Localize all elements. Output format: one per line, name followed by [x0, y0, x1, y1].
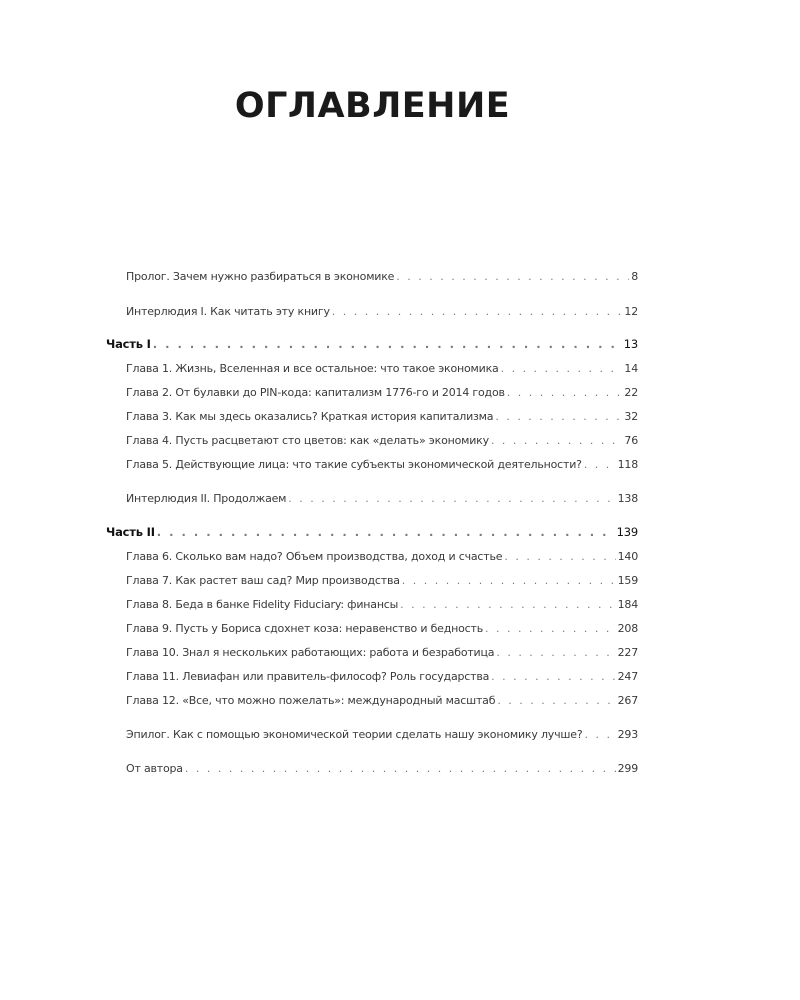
dot-leader [491, 434, 622, 447]
toc-page-number: 247 [617, 670, 638, 683]
toc-page-number: 13 [623, 337, 638, 351]
toc-entry-label: Пролог. Зачем нужно разбираться в экономике [126, 270, 395, 283]
dot-leader [496, 646, 615, 659]
toc-entry-label: Глава 7. Как растет ваш сад? Мир производства [126, 574, 400, 587]
toc-page-number: 267 [617, 694, 638, 707]
toc-page-number: 22 [624, 386, 638, 399]
toc-page-number: 184 [617, 598, 638, 611]
toc-page-number: 76 [624, 434, 638, 447]
toc-entry-label: Глава 8. Беда в банке Fidelity Fiduciary: финансы [126, 598, 399, 611]
dot-leader [485, 622, 616, 635]
toc-entry [106, 362, 638, 375]
toc-page-number: 208 [617, 622, 638, 635]
toc-entry [106, 386, 638, 399]
dot-leader [495, 410, 622, 423]
toc-page-number: 139 [616, 525, 638, 539]
toc-entry [106, 622, 638, 635]
toc-part-entry [106, 338, 638, 351]
dot-leader [584, 728, 615, 741]
toc-page-number: 140 [617, 550, 638, 563]
dot-leader [491, 670, 615, 683]
toc-entry-label: Глава 1. Жизнь, Вселенная и все остальное: что такое экономика [126, 362, 499, 375]
toc-page-number: 293 [617, 728, 638, 741]
toc-page-number: 14 [624, 362, 638, 375]
toc-page-number: 32 [624, 410, 638, 423]
toc-entry [106, 598, 638, 611]
dot-leader [507, 386, 623, 399]
toc-entry [106, 694, 638, 707]
toc-entry-label: Глава 4. Пусть расцветают сто цветов: как «делать» экономику [126, 434, 489, 447]
dot-leader [288, 492, 615, 505]
toc-entry-label: Эпилог. Как с помощью экономической теории сделать нашу экономику лучше? [126, 728, 583, 741]
dot-leader [396, 270, 629, 283]
dot-leader [332, 305, 623, 318]
toc-page-number: 227 [617, 646, 638, 659]
dot-leader [153, 338, 622, 351]
toc-entry [106, 492, 638, 505]
toc-page-number: 8 [631, 270, 638, 283]
toc-entry-label: От автора [126, 762, 183, 775]
toc-page-number: 118 [617, 458, 638, 471]
dot-leader [185, 762, 616, 775]
toc-entry-label: Глава 12. «Все, что можно пожелать»: международный масштаб [126, 694, 496, 707]
toc-entry [106, 550, 638, 563]
toc-part-entry [106, 526, 638, 539]
dot-leader [501, 362, 623, 375]
toc-entry-label: Интерлюдия I. Как читать эту книгу [126, 305, 330, 318]
toc-entry-label: Глава 3. Как мы здесь оказались? Краткая история капитализма [126, 410, 494, 423]
toc-entry-label: Глава 6. Сколько вам надо? Объем производства, доход и счастье [126, 550, 503, 563]
toc-entry [106, 410, 638, 423]
toc-entry-label: Часть II [106, 525, 155, 539]
toc-entry [106, 270, 638, 283]
toc-entry-label: Интерлюдия II. Продолжаем [126, 492, 287, 505]
toc-entry [106, 434, 638, 447]
dot-leader [402, 574, 616, 587]
toc-entry-label: Глава 11. Левиафан или правитель-философ? Роль государства [126, 670, 490, 683]
toc-entry [106, 646, 638, 659]
toc-entry [106, 670, 638, 683]
dot-leader [157, 526, 615, 539]
toc-entry-label: Глава 10. Знал я нескольких работающих: работа и безработица [126, 646, 495, 659]
toc-entry [106, 458, 638, 471]
toc-entry-label: Глава 9. Пусть у Бориса сдохнет коза: неравенство и бедность [126, 622, 483, 635]
dot-leader [400, 598, 615, 611]
toc-entry-label: Часть I [106, 337, 151, 351]
toc-page-number: 12 [624, 305, 638, 318]
toc-entry-label: Глава 2. От булавки до PIN-кода: капитализм 1776-го и 2014 годов [126, 386, 505, 399]
page-title: ОГЛАВЛЕНИЕ [234, 86, 511, 126]
dot-leader [497, 694, 615, 707]
toc-page-number: 299 [617, 762, 638, 775]
toc-page-number: 159 [617, 574, 638, 587]
toc-entry [106, 305, 638, 318]
toc-entry-label: Глава 5. Действующие лица: что такие субъекты экономической деятельности? [126, 458, 582, 471]
toc-entry [106, 574, 638, 587]
toc-entry [106, 762, 638, 775]
dot-leader [504, 550, 615, 563]
dot-leader [584, 458, 616, 471]
toc-entry [106, 728, 638, 741]
toc-page-number: 138 [617, 492, 638, 505]
